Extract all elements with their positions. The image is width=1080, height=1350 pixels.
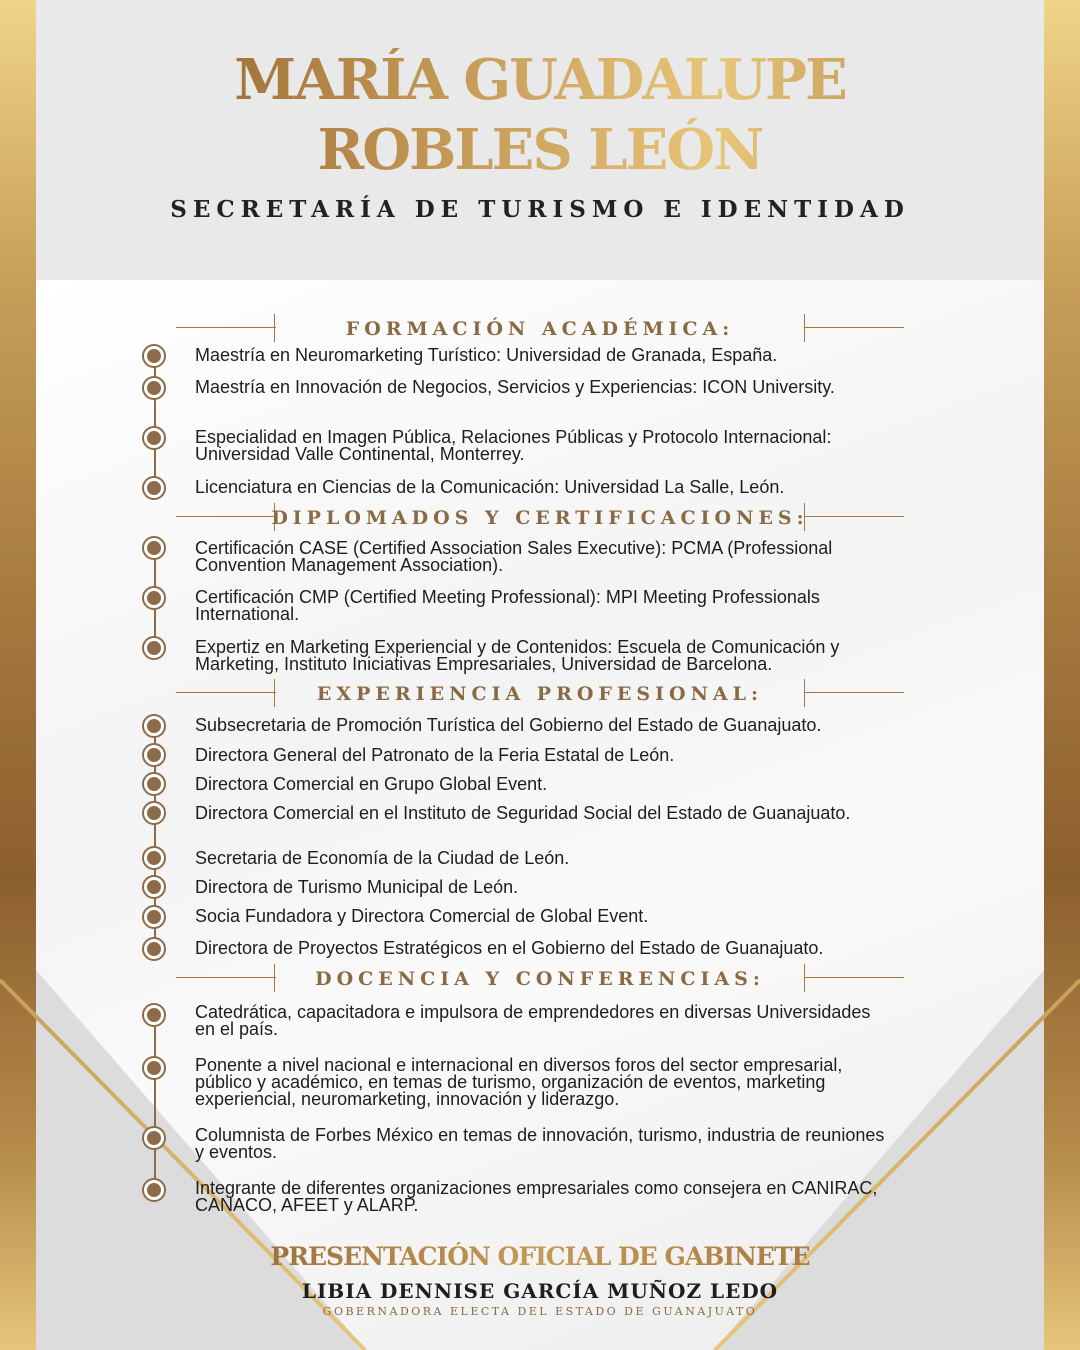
list-item: Certificación CMP (Certified Meeting Professional): MPI Meeting Professionals International. [195, 587, 820, 624]
section-title-formacion: FORMACIÓN ACADÉMICA: [345, 318, 735, 340]
section-title-docencia: DOCENCIA Y CONFERENCIAS: [315, 968, 765, 990]
list-item: Socia Fundadora y Directora Comercial de Global Event. [195, 906, 649, 926]
list-item: Maestría en Innovación de Negocios, Servicios y Experiencias: ICON University. [195, 377, 835, 397]
list-item: Directora de Turismo Municipal de León. [195, 877, 519, 897]
timeline-bullet-icon [142, 772, 166, 796]
list-item: Subsecretaria de Promoción Turística del Gobierno del Estado de Guanajuato. [195, 715, 822, 735]
timeline-bullet-icon [142, 1178, 166, 1202]
timeline-bullet-icon [142, 1003, 166, 1027]
timeline-bullet-icon [142, 586, 166, 610]
timeline-bullet-icon [142, 937, 166, 961]
list-item: Ponente a nivel nacional e internacional en diversos foros del sector empresarial, público y académico, en temas de turismo, organización de eventos, marketing experiencial, neuromarketing, innovación y liderazgo. [195, 1055, 843, 1109]
list-item: Licenciatura en Ciencias de la Comunicación: Universidad La Salle, León. [195, 477, 785, 497]
timeline-bullet-icon [142, 376, 166, 400]
footer-governor-name: LIBIA DENNISE GARCÍA MUÑOZ LEDO [301, 1279, 779, 1303]
list-item: Directora de Proyectos Estratégicos en el Gobierno del Estado de Guanajuato. [195, 938, 824, 958]
timeline-bullet-icon [142, 536, 166, 560]
section-title-experiencia: EXPERIENCIA PROFESIONAL: [316, 683, 764, 705]
timeline-bullet-icon [142, 875, 166, 899]
name-line-2: ROBLES LEÓN [0, 118, 1080, 182]
timeline-bullet-icon [142, 801, 166, 825]
list-item: Columnista de Forbes México en temas de innovación, turismo, industria de reuniones y eventos. [195, 1125, 885, 1162]
timeline-bullet-icon [142, 1126, 166, 1150]
timeline-bullet-icon [142, 1056, 166, 1080]
timeline-bullet-icon [142, 476, 166, 500]
position-title: SECRETARÍA DE TURISMO E IDENTIDAD [170, 196, 910, 223]
list-item: Directora Comercial en el Instituto de Seguridad Social del Estado de Guanajuato. [195, 803, 851, 823]
timeline-line [154, 1015, 156, 1190]
timeline-bullet-icon [142, 846, 166, 870]
list-item: Catedrática, capacitadora e impulsora de emprendedores en diversas Universidades en el país. [195, 1002, 871, 1039]
list-item: Maestría en Neuromarketing Turístico: Universidad de Granada, España. [195, 345, 778, 365]
timeline-bullet-icon [142, 426, 166, 450]
list-item: Certificación CASE (Certified Association Sales Executive): PCMA (Professional Convention Management Association). [195, 538, 833, 575]
name-line-1: MARÍA GUADALUPE [0, 48, 1080, 112]
footer-governor-role: GOBERNADORA ELECTA DEL ESTADO DE GUANAJUATO [322, 1305, 758, 1318]
list-item: Directora General del Patronato de la Feria Estatal de León. [195, 745, 675, 765]
section-title-diplomados: DIPLOMADOS Y CERTIFICACIONES: [271, 507, 809, 529]
timeline-bullet-icon [142, 905, 166, 929]
list-item: Directora Comercial en Grupo Global Event. [195, 774, 548, 794]
list-item: Expertiz en Marketing Experiencial y de Contenidos: Escuela de Comunicación y Marketing, Instituto Iniciativas Empresariales, Universidad de Barcelona. [195, 637, 840, 674]
timeline-bullet-icon [142, 743, 166, 767]
timeline-bullet-icon [142, 636, 166, 660]
footer-title: PRESENTACIÓN OFICIAL DE GABINETE [0, 1242, 1080, 1271]
list-item: Secretaria de Economía de la Ciudad de León. [195, 848, 570, 868]
timeline-bullet-icon [142, 344, 166, 368]
list-item: Especialidad en Imagen Pública, Relaciones Públicas y Protocolo Internacional: Universidad Valle Continental, Monterrey. [195, 427, 832, 464]
timeline-bullet-icon [142, 714, 166, 738]
list-item: Integrante de diferentes organizaciones empresariales como consejera en CANIRAC, CANACO, AFEET y ALARP. [195, 1178, 878, 1215]
